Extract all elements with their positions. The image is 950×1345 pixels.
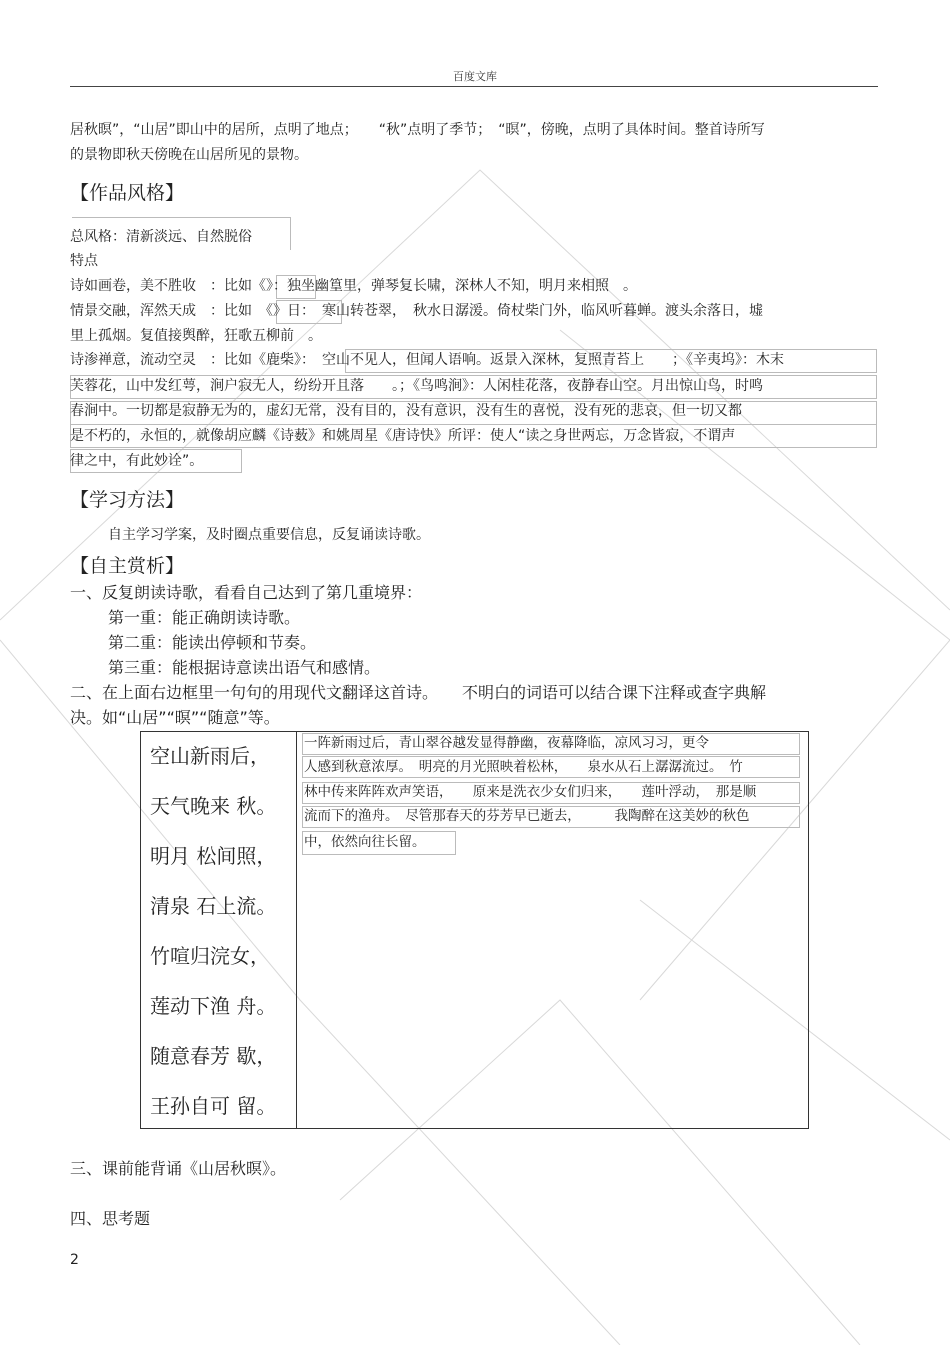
level-3: 第三重：能根据诗意读出语气和感情。 bbox=[108, 658, 381, 677]
poem-line: 明月 松间照， bbox=[150, 844, 277, 868]
analysis-heading: 【自主赏析】 bbox=[70, 555, 185, 577]
poem-table-divider bbox=[296, 731, 297, 1128]
translation-line: 林中传来阵阵欢声笑语， 原来是洗衣少女们归来， 莲叶浮动， 那是顺 bbox=[304, 784, 757, 800]
feature-3-line-2: 芙蓉花，山中发红萼，涧户寂无人，纷纷开且落 。；《鸟鸣涧》：人闲桂花落，夜静春山空。月出惊山鸟，时鸣 bbox=[70, 378, 763, 394]
question-2-line-1: 二、在上面右边框里一句句的用现代文翻译这首诗。 不明白的词语可以结合课下注释或查字典解 bbox=[70, 683, 767, 702]
intro-line-1: 居秋暝”，“山居”即山中的居所，点明了地点； “秋”点明了季节； “暝”，傍晚，点明了具体时间。整首诗所写 bbox=[70, 122, 765, 138]
feature-3-line-5: 律之中，有此妙诠”。 bbox=[70, 453, 204, 469]
overall-style: 总风格：清新淡远、自然脱俗 bbox=[70, 229, 252, 245]
style-heading: 【作品风格】 bbox=[70, 182, 185, 204]
features-label: 特点 bbox=[70, 253, 98, 269]
feature-1: 诗如画卷，美不胜收 ：比如《》：独坐幽篁里，弹琴复长啸，深林人不知，明月来相照 。 bbox=[70, 278, 637, 294]
poem-line: 王孙自可 留。 bbox=[150, 1094, 277, 1118]
page-number: 2 bbox=[70, 1252, 79, 1268]
method-text: 自主学习学案，及时圈点重要信息，反复诵读诗歌。 bbox=[108, 527, 430, 543]
feature-2-line-2: 里上孤烟。复值接舆醉，狂歌五柳前 。 bbox=[70, 328, 322, 344]
question-1: 一、反复朗读诗歌，看看自己达到了第几重境界： bbox=[70, 583, 423, 602]
level-2: 第二重：能读出停顿和节奏。 bbox=[108, 633, 317, 652]
translation-line: 人感到秋意浓厚。 明亮的月光照映着松林， 泉水从石上潺潺流过。 竹 bbox=[304, 759, 743, 775]
question-4: 四、思考题 bbox=[70, 1209, 151, 1228]
translation-line: 一阵新雨过后，青山翠谷越发显得静幽，夜幕降临，凉风习习，更令 bbox=[304, 735, 709, 751]
level-1: 第一重：能正确朗读诗歌。 bbox=[108, 608, 301, 627]
poem-line: 随意春芳 歇， bbox=[150, 1044, 277, 1068]
poem-line: 清泉 石上流。 bbox=[150, 894, 277, 918]
poem-line: 竹喧归浣女， bbox=[150, 944, 270, 968]
question-3: 三、课前能背诵《山居秋暝》。 bbox=[70, 1159, 287, 1178]
intro-line-2: 的景物即秋天傍晚在山居所见的景物。 bbox=[70, 147, 308, 163]
feature-3-line-4: 是不朽的，永恒的，就像胡应麟《诗薮》和姚周星《唐诗快》所评：使人“读之身世两忘，万念皆寂，不谓声 bbox=[70, 428, 736, 444]
translation-line: 流而下的渔舟。 尽管那春天的芬芳早已逝去， 我陶醉在这美妙的秋色 bbox=[304, 808, 750, 824]
poem-line: 空山新雨后， bbox=[150, 744, 270, 768]
page-header: 百度文库 bbox=[453, 70, 497, 83]
method-heading: 【学习方法】 bbox=[70, 489, 185, 511]
translation-line: 中，依然向往长留。 bbox=[304, 834, 426, 850]
poem-line: 天气晚来 秋。 bbox=[150, 794, 277, 818]
question-2-line-2: 决。如“山居”“暝”“随意”等。 bbox=[70, 708, 280, 727]
header-rule bbox=[70, 86, 878, 87]
feature-2-line-1: 情景交融，浑然天成 ：比如 《》日： 寒山转苍翠， 秋水日潺湲。倚杖柴门外，临风听暮蝉。渡头余落日，墟 bbox=[70, 303, 763, 319]
feature-3-line-3: 春涧中。一切都是寂静无为的，虚幻无常，没有目的，没有意识，没有生的喜悦，没有死的悲哀，但一切又都 bbox=[70, 403, 742, 419]
feature-3-line-1: 诗渗禅意，流动空灵 ：比如《鹿柴》： 空山不见人，但闻人语响。返景入深林，复照青苔上 ；《辛夷坞》：木末 bbox=[70, 352, 784, 368]
poem-line: 莲动下渔 舟。 bbox=[150, 994, 277, 1018]
